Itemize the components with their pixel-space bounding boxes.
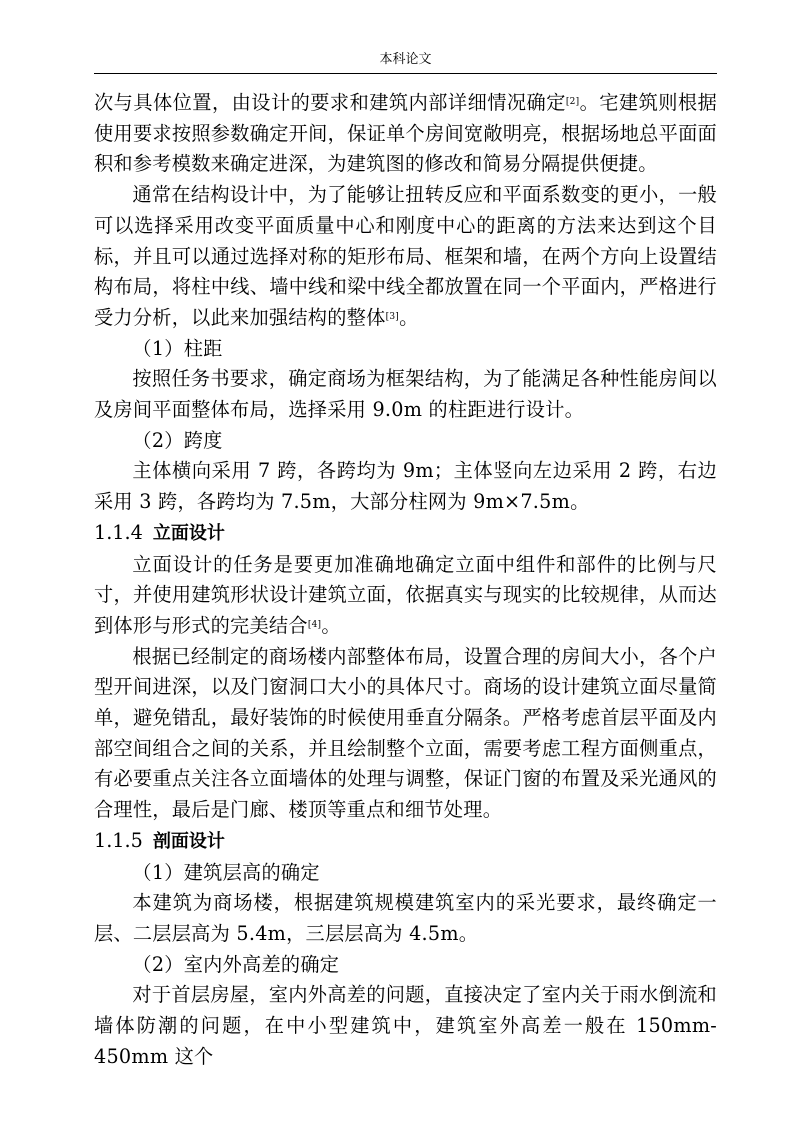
- citation-ref: [4]: [307, 619, 322, 630]
- paragraph: 立面设计的任务是要更加准确地确定立面中组件和部件的比例与尺寸，并使用建筑形状设计建筑立面，依据真实与现实的比较规律，从而达到体形与形式的完美结合[4]。: [94, 552, 717, 637]
- citation-ref: [2]: [565, 97, 580, 107]
- sub-heading: （2）跨度: [132, 428, 223, 452]
- page-body: [94, 88, 717, 1073]
- sub-heading: （1）柱距: [132, 336, 223, 360]
- section-number: 1.1.4: [94, 520, 143, 544]
- sub-heading: （1）建筑层高的确定: [132, 860, 320, 884]
- sub-heading: （2）室内外高差的确定: [132, 952, 340, 976]
- paragraph: 次与具体位置，由设计的要求和建筑内部详细情况确定[2]。宅建筑则根据使用要求按照参数确定开间，保证单个房间宽敞明亮，根据场地总平面面积和参考模数来确定进深，为建筑图的修改和简易分隔提供便捷。: [94, 91, 718, 176]
- section-number: 1.1.5: [94, 828, 143, 852]
- section-heading: [94, 518, 717, 550]
- header-rule: [94, 73, 717, 74]
- section-heading: [94, 826, 717, 858]
- paragraph: 通常在结构设计中，为了能够让扭转反应和平面系数变的更小，一般可以选择采用改变平面质量中心和刚度中心的距离的方法来达到这个目标，并且可以通过选择对称的矩形布局、框架和墙，在两个方向上设置结构布局，将柱中线、墙中线和梁中线全都放置在同一个平面内，严格进行受力分析，以此来加强结构的整体[3]。: [94, 183, 717, 329]
- paragraph: 按照任务书要求，确定商场为框架结构，为了能满足各种性能房间以及房间平面整体布局，选择采用 9.0m 的柱距进行设计。: [94, 367, 717, 422]
- section-title: 剖面设计: [152, 830, 225, 852]
- paragraph: 主体横向采用 7 跨，各跨均为 9m；主体竖向左边采用 2 跨，右边采用 3 跨，各跨均为 7.5m，大部分柱网为 9m×7.5m。: [94, 459, 717, 514]
- paragraph: 对于首层房屋，室内外高差的问题，直接决定了室内关于雨水倒流和墙体防潮的问题，在中小型建筑中，建筑室外高差一般在 150mm-450mm 这个: [94, 983, 717, 1068]
- page-header: 本科论文: [379, 52, 432, 67]
- citation-ref: [3]: [385, 311, 400, 322]
- paragraph: 根据已经制定的商场楼内部整体布局，设置合理的房间大小，各个户型开间进深，以及门窗洞口大小的具体尺寸。商场的设计建筑立面尽量简单，避免错乱，最好装饰的时候使用垂直分隔条。严格考虑首层平面及内部空间组合之间的关系，并且绘制整个立面，需要考虑工程方面侧重点，有必要重点关注各立面墙体的处理与调整，保证门窗的布置及采光通风的合理性，最后是门廊、楼顶等重点和细节处理。: [94, 644, 717, 822]
- section-title: 立面设计: [152, 522, 225, 544]
- paragraph: 本建筑为商场楼，根据建筑规模建筑室内的采光要求，最终确定一层、二层层高为 5.4m，三层层高为 4.5m。: [94, 891, 717, 945]
